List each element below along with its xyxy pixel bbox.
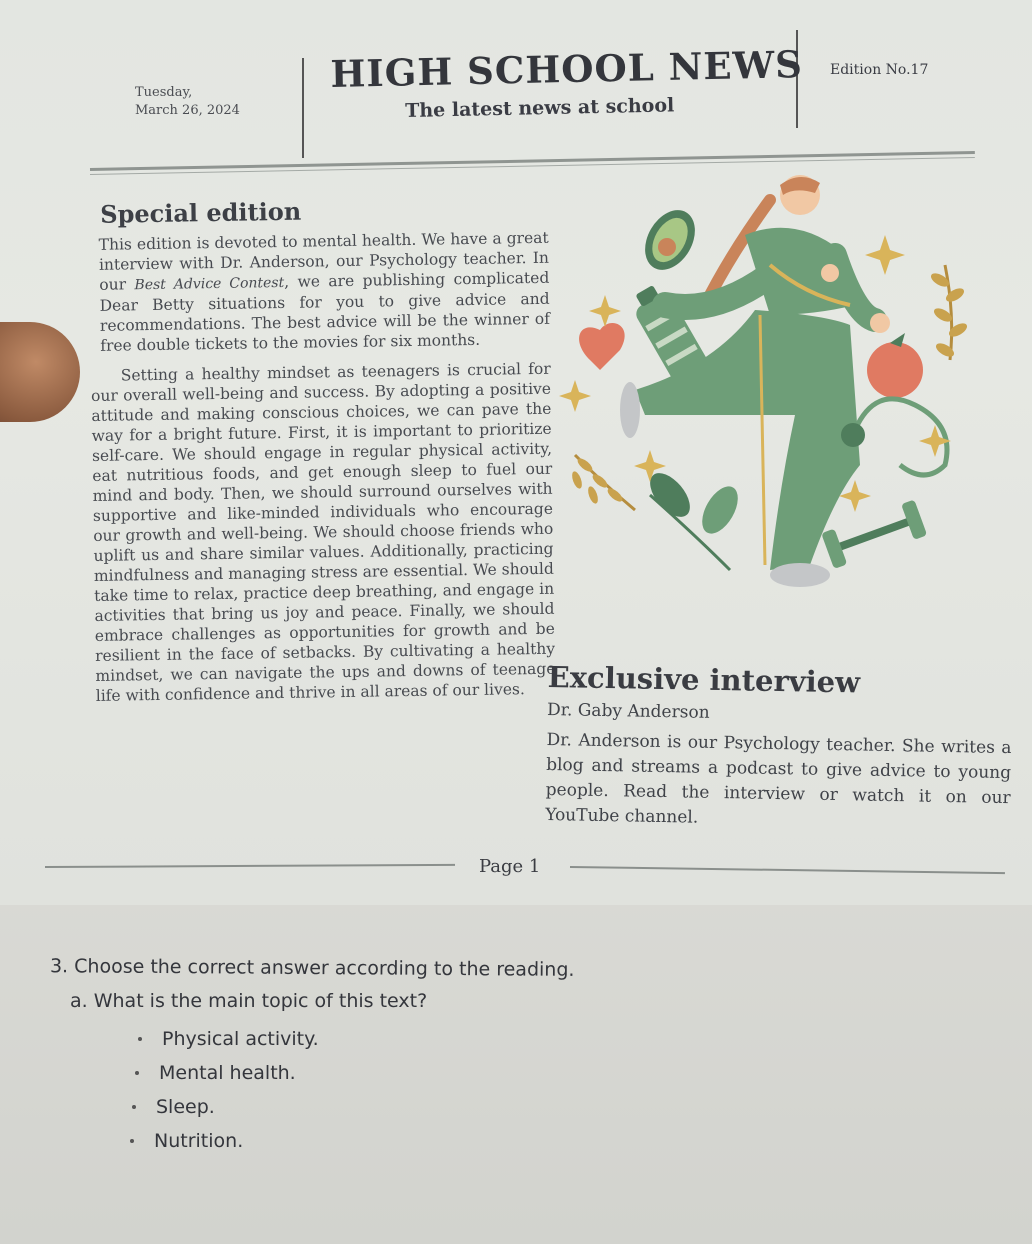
bullet-icon [132,1105,136,1109]
answer-option-label: Physical activity. [162,1028,319,1050]
dumbbell-icon [821,499,927,569]
comprehension-question [49,955,850,1158]
newspaper-title: HIGH SCHOOL NEWS [330,42,804,96]
healthy-mindset-paragraph: Setting a healthy mindset as teenagers is crucial for our overall well-being and success. By adopting a positive attitude and making conscious choices, we can pave the way for a bright future. First, it is important to prioritize self-care. We should engage in regular physical activity, eat nutritious foods, and get enough sleep to fuel our mind and body. Then, we should surround ourselves with supportive and like-minded individuals who encourage our growth and well-being. We should choose friends who uplift us and share similar values. Additionally, practicing mindfulness and managing stress are essential. We should take time to relax, practice deep breathing, and engage in activities that bring us joy and peace. Finally, we should embrace challenges as opportunities for growth and be resilient in the face of setbacks. By cultivating a healthy mindset, we can navigate the ups and downs of teenage life with confidence and thrive in all areas of our lives. [90,359,556,705]
bullet-icon [138,1037,142,1041]
answer-option[interactable] [135,1056,850,1090]
intro-text-start: This edition is devoted to mental health. We have a great interview with Dr. Anderson, our Psychology teacher. In our [98,228,550,294]
question-title: 3. Choose the correct answer according to the reading. [49,955,575,981]
tomato-icon [867,333,923,398]
wheat-icon [570,455,635,510]
header-divider-left [302,58,304,158]
footer-rule-left [45,864,455,868]
newspaper-subtitle: The latest news at school [405,94,675,122]
interview-author: Dr. Gaby Anderson [546,699,710,723]
avocado-icon [635,201,705,278]
bullet-icon [130,1139,134,1143]
header-date [135,84,240,120]
answer-options [50,1022,850,1158]
exclusive-interview [545,660,1013,836]
question-prompt: a. What is the main topic of this text? [70,990,428,1012]
answer-option-label: Mental health. [159,1062,296,1084]
intro-text-end: , we are publishing complicated Dear Betty situations for you to give advice and recommendations. The best advice will be the winner of free double tickets to the movies for six months. [99,268,551,355]
special-edition-heading: Special edition [99,196,302,229]
answer-option-label: Sleep. [156,1096,215,1118]
heart-icon [579,323,625,370]
header-date-value: March 26, 2024 [135,103,240,118]
answer-option[interactable] [138,1022,850,1056]
special-edition-article [88,193,556,706]
wheat-icon-right [929,265,969,360]
header-day: Tuesday, [135,85,193,100]
special-edition-intro [99,228,551,356]
edition-number: Edition No.17 [830,62,929,78]
wellness-illustration [555,165,985,625]
answer-option-label: Nutrition. [154,1130,244,1152]
bullet-icon [135,1071,139,1075]
footer-rule-right [570,866,1005,874]
answer-option[interactable] [130,1124,850,1158]
contest-name: Best Advice Contest [134,274,285,294]
interview-body: Dr. Anderson is our Psychology teacher. She writes a blog and streams a podcast to give advice to young people. Read the interview or watch it on our YouTube channel. [545,729,1012,828]
interview-heading: Exclusive interview [547,660,861,700]
page-number: Page 1 [479,856,541,877]
leaf-icon [643,466,746,570]
answer-option[interactable] [132,1090,850,1124]
